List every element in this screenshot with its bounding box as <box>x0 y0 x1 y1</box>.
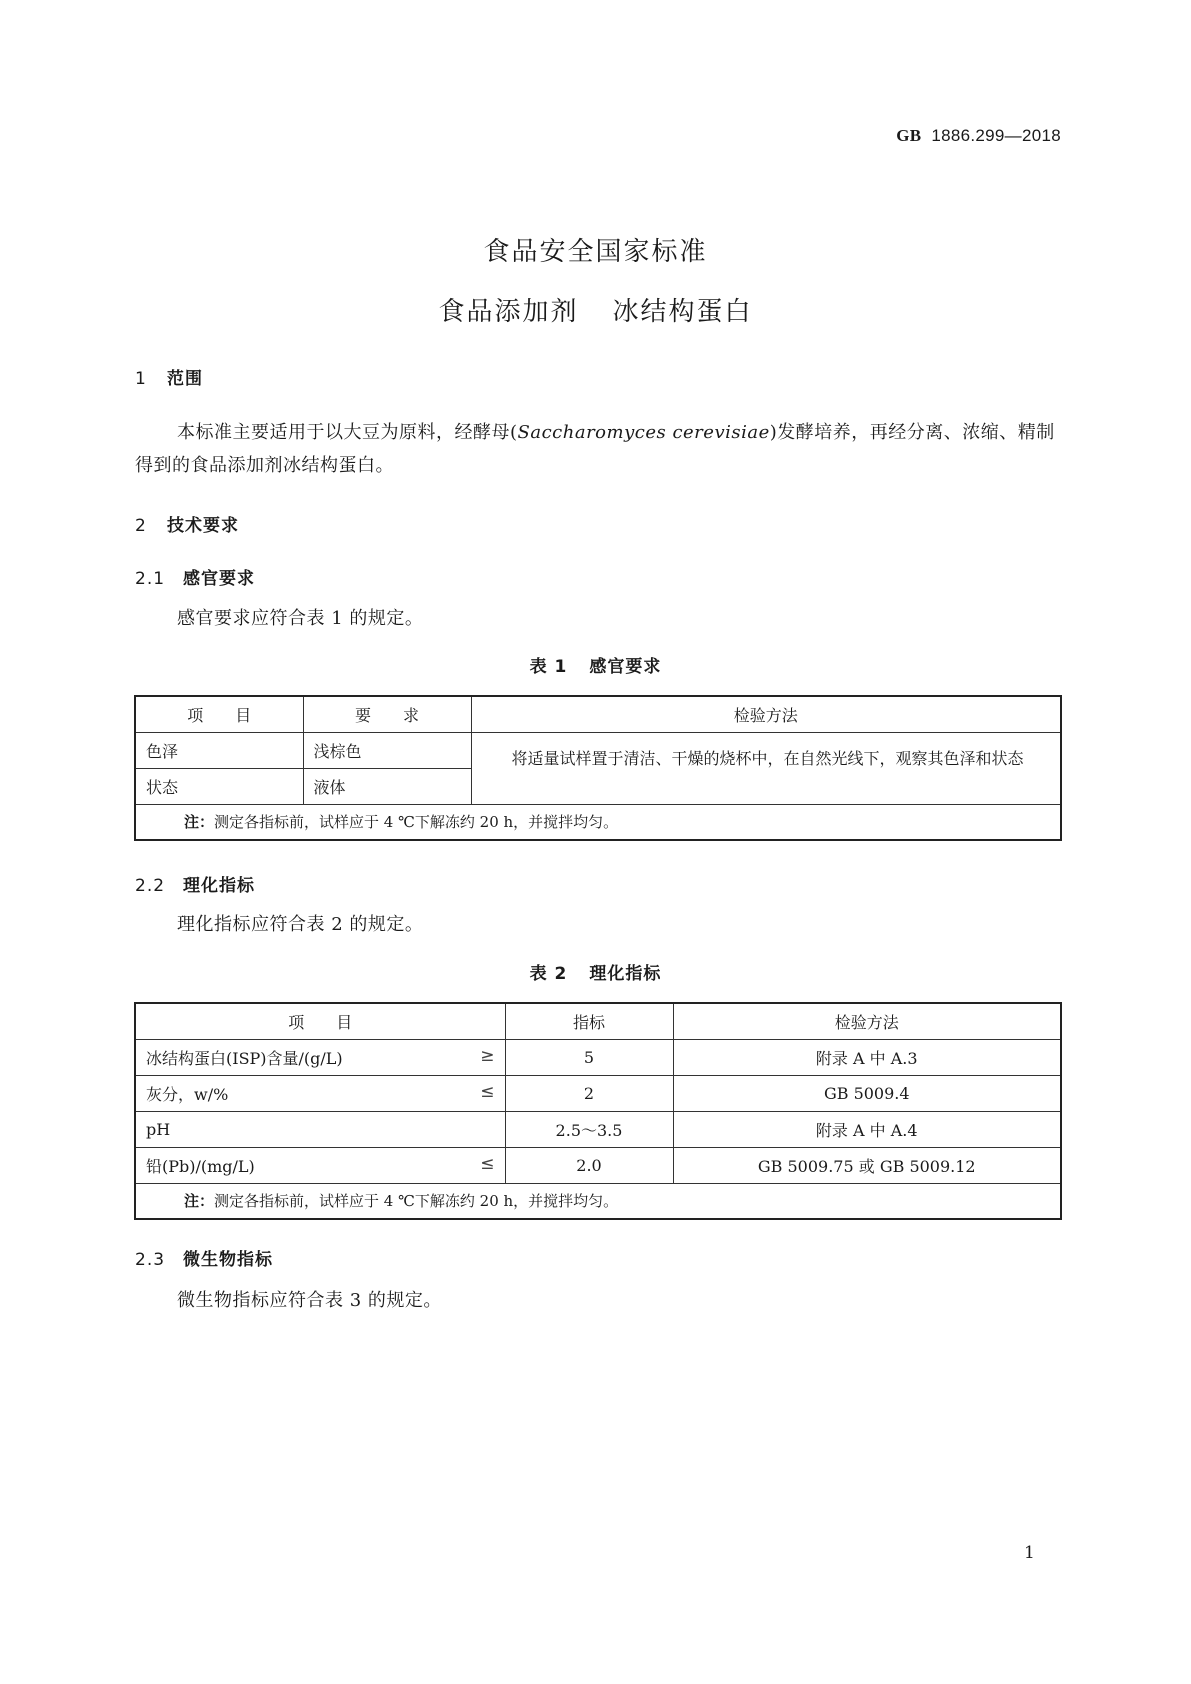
section-1-number: 1 <box>135 369 147 389</box>
table-row <box>135 696 1061 732</box>
table-2-note-label: 注： <box>184 1192 215 1211</box>
table-2-value-cell: 2 <box>505 1075 673 1111</box>
table-row <box>135 1111 1061 1147</box>
table-2-item-text: 冰结构蛋白(ISP)含量/(g/L) <box>146 1048 343 1068</box>
section-2-1-number: 2.1 <box>135 569 166 589</box>
section-2-title: 技术要求 <box>167 516 239 536</box>
table-row <box>135 1183 1061 1219</box>
table-1-header-item: 项 目 <box>135 696 303 732</box>
section-2-1-heading <box>135 564 255 589</box>
table-2-value-cell: 5 <box>505 1039 673 1075</box>
standard-code-number: 1886.299—2018 <box>931 126 1061 145</box>
table-2-item-text: pH <box>146 1119 171 1139</box>
section-2-1-paragraph <box>135 602 1061 635</box>
table-2-method-cell: GB 5009.75 或 GB 5009.12 <box>673 1147 1061 1183</box>
table-2-value-cell: 2.5～3.5 <box>505 1111 673 1147</box>
table-2-item-cell <box>135 1039 505 1075</box>
table-row <box>135 1039 1061 1075</box>
table-1-requirement-cell: 液体 <box>303 768 471 804</box>
table-row <box>135 732 1061 768</box>
scope-species-name: Saccharomyces cerevisiae <box>517 422 770 443</box>
table-1-method-cell <box>471 732 1061 804</box>
scope-text-a: 本标准主要适用于以大豆为原料，经酵母( <box>177 422 518 443</box>
standard-code-prefix: GB <box>896 126 922 145</box>
comparison-symbol: ≤ <box>480 1081 495 1102</box>
section-2-number: 2 <box>135 516 147 536</box>
table-1-caption <box>0 652 1191 677</box>
table-1-sensory <box>134 695 1062 841</box>
section-2-3-title: 微生物指标 <box>183 1250 273 1270</box>
section-2-2-number: 2.2 <box>135 876 166 896</box>
table-1-note-text: 测定各指标前，试样应于 4 ℃下解冻约 20 h，并搅拌均匀。 <box>214 813 619 832</box>
table-row <box>135 804 1061 840</box>
table-2-item-cell <box>135 1111 505 1147</box>
table-2-note-text: 测定各指标前，试样应于 4 ℃下解冻约 20 h，并搅拌均匀。 <box>214 1192 619 1211</box>
table-1-header-method: 检验方法 <box>471 696 1061 732</box>
table-2-method-cell: 附录 A 中 A.4 <box>673 1111 1061 1147</box>
section-1-heading <box>135 364 203 389</box>
table-2-header-index: 指标 <box>505 1003 673 1039</box>
section-2-heading <box>135 511 239 536</box>
section-2-3-heading <box>135 1245 273 1270</box>
table-2-method-cell: 附录 A 中 A.3 <box>673 1039 1061 1075</box>
table-1-requirement-cell: 浅棕色 <box>303 732 471 768</box>
document-title: 食品安全国家标准 <box>483 237 708 267</box>
section-2-1-title: 感官要求 <box>183 569 255 589</box>
section-1-title: 范围 <box>167 369 203 389</box>
table-1-number: 表 1 <box>529 657 568 677</box>
table-2-physicochemical <box>134 1002 1062 1220</box>
document-subtitle <box>0 291 1191 328</box>
section-2-2-title: 理化指标 <box>183 876 255 896</box>
table-2-item-cell <box>135 1075 505 1111</box>
section-2-3-text: 微生物指标应符合表 3 的规定。 <box>177 1290 442 1311</box>
table-2-title: 理化指标 <box>589 964 662 984</box>
table-2-header-item: 项 目 <box>135 1003 505 1039</box>
comparison-symbol: ≤ <box>480 1153 495 1174</box>
table-2-item-text: 灰分，w/% <box>146 1084 229 1104</box>
table-2-caption <box>0 959 1191 984</box>
table-1-item-cell: 色泽 <box>135 732 303 768</box>
scope-text-b: )发酵培养，再经分离、浓缩、精制得到的食品添加剂冰结构蛋白。 <box>135 422 1055 476</box>
table-1-title: 感官要求 <box>589 657 662 677</box>
table-1-method-text: 将适量试样置于清洁、干燥的烧杯中，在自然光线下，观察其色泽和状态 <box>511 748 1024 768</box>
table-1-header-requirement: 要 求 <box>303 696 471 732</box>
table-2-value-cell: 2.0 <box>505 1147 673 1183</box>
table-2-note <box>135 1183 1061 1219</box>
section-2-2-heading <box>135 871 255 896</box>
table-1-note <box>135 804 1061 840</box>
section-2-2-paragraph <box>135 908 1061 941</box>
page-number: 1 <box>1024 1543 1035 1563</box>
section-2-2-text: 理化指标应符合表 2 的规定。 <box>177 914 424 935</box>
table-2-item-cell <box>135 1147 505 1183</box>
section-1-paragraph <box>135 416 1061 482</box>
table-2-header-method: 检验方法 <box>673 1003 1061 1039</box>
table-row <box>135 1075 1061 1111</box>
subtitle-part-b: 冰结构蛋白 <box>612 297 753 327</box>
subtitle-part-a: 食品添加剂 <box>438 297 579 327</box>
section-2-1-text: 感官要求应符合表 1 的规定。 <box>177 608 424 629</box>
table-2-item-text: 铅(Pb)/(mg/L) <box>146 1156 255 1176</box>
section-2-3-paragraph <box>135 1284 1061 1317</box>
table-row <box>135 1147 1061 1183</box>
table-1-note-label: 注： <box>184 813 215 832</box>
table-1-item-cell: 状态 <box>135 768 303 804</box>
table-row <box>135 1003 1061 1039</box>
comparison-symbol: ≥ <box>480 1045 495 1066</box>
section-2-3-number: 2.3 <box>135 1250 166 1270</box>
standard-code <box>0 126 1061 146</box>
table-2-method-cell: GB 5009.4 <box>673 1075 1061 1111</box>
table-2-number: 表 2 <box>529 964 568 984</box>
